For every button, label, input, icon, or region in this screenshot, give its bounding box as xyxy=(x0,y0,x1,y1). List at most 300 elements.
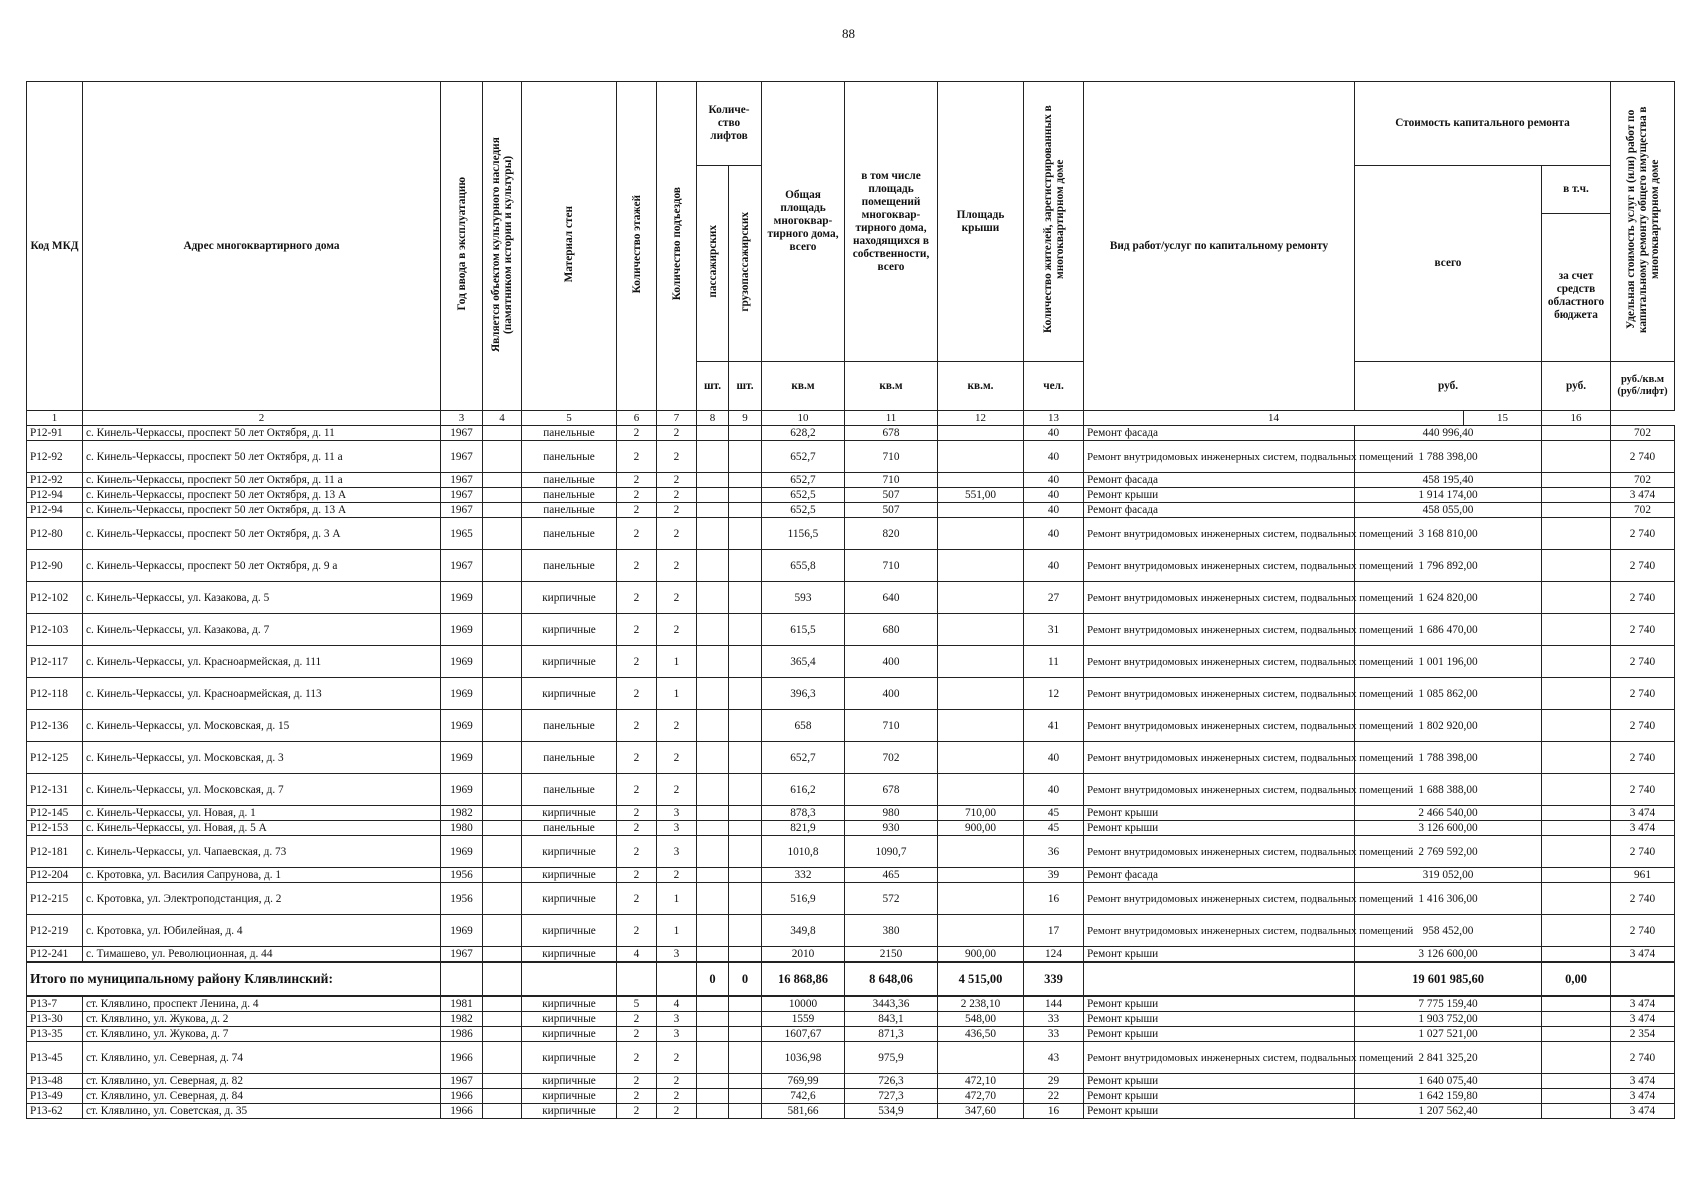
work-type-cell: Ремонт крыши xyxy=(1084,1027,1355,1042)
material-cell: кирпичные xyxy=(522,646,617,678)
unit-cost-cell: 2 740 xyxy=(1611,678,1675,710)
entrances-cell: 2 xyxy=(657,426,697,441)
entrances-cell: 2 xyxy=(657,488,697,503)
lifts-cargo-cell xyxy=(729,1074,762,1089)
address-cell: ст. Клявлино, ул. Жукова, д. 7 xyxy=(83,1027,441,1042)
lifts-cargo-cell xyxy=(729,441,762,473)
heritage-cell xyxy=(483,503,522,518)
heritage-cell xyxy=(483,915,522,947)
regional-cell xyxy=(1542,836,1611,868)
entrances-cell: 2 xyxy=(657,774,697,806)
area-owned-cell: 572 xyxy=(845,883,938,915)
residents-cell: 40 xyxy=(1024,488,1084,503)
table-row xyxy=(27,1074,1675,1089)
year-cell: 1967 xyxy=(441,473,483,488)
header-cost-total: всего xyxy=(1355,165,1542,361)
entrances-cell: 2 xyxy=(657,503,697,518)
roof-area-cell xyxy=(938,774,1024,806)
total-area-total: 16 868,86 xyxy=(762,962,845,996)
regional-cell xyxy=(1542,915,1611,947)
area-owned-cell: 726,3 xyxy=(845,1074,938,1089)
lifts-pass-cell xyxy=(697,678,729,710)
table-row xyxy=(27,1012,1675,1027)
unit-cost-cell: 3 474 xyxy=(1611,1104,1675,1119)
year-cell: 1982 xyxy=(441,1012,483,1027)
cost-total-cell: 958 452,00 xyxy=(1355,915,1542,947)
area-total-cell: 10000 xyxy=(762,996,845,1012)
roof-area-cell xyxy=(938,614,1024,646)
material-cell: панельные xyxy=(522,518,617,550)
unit-unit-cost: руб./кв.м (руб/лифт) xyxy=(1611,362,1675,411)
regional-cell xyxy=(1542,742,1611,774)
unit-lifts-pass: шт. xyxy=(697,362,729,411)
address-cell: с. Тимашево, ул. Революционная, д. 44 xyxy=(83,947,441,963)
floors-cell: 2 xyxy=(617,836,657,868)
lifts-cargo-cell xyxy=(729,710,762,742)
header-material xyxy=(522,82,617,411)
column-number: 1 xyxy=(27,411,83,426)
mkd-code: Р12-181 xyxy=(27,836,83,868)
entrances-cell: 2 xyxy=(657,1089,697,1104)
column-number: 5 xyxy=(522,411,617,426)
unit-cost-cell: 2 740 xyxy=(1611,915,1675,947)
area-owned-cell: 507 xyxy=(845,488,938,503)
year-cell: 1967 xyxy=(441,550,483,582)
mkd-code: Р12-92 xyxy=(27,473,83,488)
lifts-cargo-cell xyxy=(729,1012,762,1027)
mkd-code: Р12-102 xyxy=(27,582,83,614)
mkd-code: Р13-30 xyxy=(27,1012,83,1027)
table-row xyxy=(27,488,1675,503)
residents-cell: 39 xyxy=(1024,868,1084,883)
unit-cost-cell: 961 xyxy=(1611,868,1675,883)
table-row xyxy=(27,614,1675,646)
area-total-cell: 516,9 xyxy=(762,883,845,915)
table-row xyxy=(27,883,1675,915)
table-row xyxy=(27,503,1675,518)
mkd-code: Р12-145 xyxy=(27,806,83,821)
regional-cell xyxy=(1542,550,1611,582)
entrances-cell: 3 xyxy=(657,836,697,868)
header-work-type: Вид работ/услуг по капитальному ремонту xyxy=(1084,82,1355,411)
cost-total-cell: 1 624 820,00 xyxy=(1355,582,1542,614)
heritage-cell xyxy=(483,646,522,678)
regional-cell xyxy=(1542,473,1611,488)
address-cell: ст. Клявлино, проспект Ленина, д. 4 xyxy=(83,996,441,1012)
year-cell: 1969 xyxy=(441,774,483,806)
roof-area-cell: 900,00 xyxy=(938,947,1024,963)
heritage-cell xyxy=(483,1089,522,1104)
area-owned-cell: 400 xyxy=(845,646,938,678)
cost-total-cell: 7 775 159,40 xyxy=(1355,996,1542,1012)
unit-area-owned: кв.м xyxy=(845,362,938,411)
regional-cell xyxy=(1542,646,1611,678)
header-unit-cost xyxy=(1611,82,1675,362)
table-row xyxy=(27,518,1675,550)
year-cell: 1969 xyxy=(441,742,483,774)
material-cell: панельные xyxy=(522,550,617,582)
lifts-pass-cell xyxy=(697,518,729,550)
unit-cost-cell: 2 740 xyxy=(1611,1042,1675,1074)
roof-area-cell xyxy=(938,742,1024,774)
total-empty-cell xyxy=(1611,962,1675,996)
heritage-cell xyxy=(483,473,522,488)
floors-cell: 2 xyxy=(617,582,657,614)
lifts-cargo-cell xyxy=(729,915,762,947)
regional-cell xyxy=(1542,518,1611,550)
area-owned-cell: 975,9 xyxy=(845,1042,938,1074)
lifts-pass-cell xyxy=(697,1104,729,1119)
column-number: 6 xyxy=(617,411,657,426)
table-row xyxy=(27,947,1675,963)
residents-cell: 41 xyxy=(1024,710,1084,742)
total-empty-cell xyxy=(617,962,657,996)
residents-cell: 144 xyxy=(1024,996,1084,1012)
total-roof-area: 4 515,00 xyxy=(938,962,1024,996)
column-number: 16 xyxy=(1542,411,1611,426)
total-empty-cell xyxy=(657,962,697,996)
table-row xyxy=(27,806,1675,821)
total-label: Итого по муниципальному району Клявлинский: xyxy=(27,962,441,996)
heritage-cell xyxy=(483,868,522,883)
lifts-pass-cell xyxy=(697,1027,729,1042)
roof-area-cell: 710,00 xyxy=(938,806,1024,821)
work-type-cell: Ремонт внутридомовых инженерных систем, подвальных помещений xyxy=(1084,742,1355,774)
year-cell: 1969 xyxy=(441,614,483,646)
area-total-cell: 655,8 xyxy=(762,550,845,582)
lifts-pass-cell xyxy=(697,742,729,774)
regional-cell xyxy=(1542,868,1611,883)
mkd-code: Р12-215 xyxy=(27,883,83,915)
floors-cell: 2 xyxy=(617,1012,657,1027)
cost-total-cell: 2 769 592,00 xyxy=(1355,836,1542,868)
address-cell: ст. Клявлино, ул. Северная, д. 82 xyxy=(83,1074,441,1089)
heritage-cell xyxy=(483,996,522,1012)
cost-total-cell: 1 642 159,80 xyxy=(1355,1089,1542,1104)
work-type-cell: Ремонт крыши xyxy=(1084,947,1355,963)
table-row xyxy=(27,821,1675,836)
total-empty-cell xyxy=(522,962,617,996)
material-cell: кирпичные xyxy=(522,1074,617,1089)
material-cell: кирпичные xyxy=(522,678,617,710)
header-row-1 xyxy=(27,82,1675,166)
roof-area-cell: 548,00 xyxy=(938,1012,1024,1027)
lifts-pass-cell xyxy=(697,883,729,915)
material-cell: кирпичные xyxy=(522,947,617,963)
year-cell: 1967 xyxy=(441,947,483,963)
total-residents: 339 xyxy=(1024,962,1084,996)
header-residents-label: Количество жителей, зарегистрированных в многоквартирном доме xyxy=(1041,105,1066,334)
roof-area-cell xyxy=(938,915,1024,947)
area-owned-cell: 710 xyxy=(845,473,938,488)
year-cell: 1956 xyxy=(441,883,483,915)
unit-cost-cell: 3 474 xyxy=(1611,1074,1675,1089)
material-cell: кирпичные xyxy=(522,1089,617,1104)
area-owned-cell: 980 xyxy=(845,806,938,821)
unit-cost-cell: 3 474 xyxy=(1611,806,1675,821)
entrances-cell: 2 xyxy=(657,1042,697,1074)
address-cell: с. Кинель-Черкассы, проспект 50 лет Октября, д. 13 А xyxy=(83,488,441,503)
header-residents xyxy=(1024,82,1084,362)
lifts-pass-cell xyxy=(697,774,729,806)
floors-cell: 2 xyxy=(617,488,657,503)
lifts-pass-cell xyxy=(697,947,729,963)
area-total-cell: 769,99 xyxy=(762,1074,845,1089)
address-cell: с. Кинель-Черкассы, ул. Красноармейская, д. 113 xyxy=(83,678,441,710)
regional-cell xyxy=(1542,710,1611,742)
material-cell: кирпичные xyxy=(522,806,617,821)
area-owned-cell: 820 xyxy=(845,518,938,550)
unit-cost-cell: 3 474 xyxy=(1611,488,1675,503)
area-owned-cell: 680 xyxy=(845,614,938,646)
lifts-cargo-cell xyxy=(729,821,762,836)
lifts-cargo-cell xyxy=(729,503,762,518)
unit-cost-total: руб. xyxy=(1355,362,1542,411)
residents-cell: 40 xyxy=(1024,426,1084,441)
column-number: 15 xyxy=(1464,411,1542,426)
area-total-cell: 658 xyxy=(762,710,845,742)
heritage-cell xyxy=(483,488,522,503)
material-cell: кирпичные xyxy=(522,868,617,883)
address-cell: с. Кинель-Черкассы, ул. Новая, д. 5 А xyxy=(83,821,441,836)
residents-cell: 40 xyxy=(1024,742,1084,774)
unit-lifts-cargo: шт. xyxy=(729,362,762,411)
capital-repair-table xyxy=(26,81,1675,1119)
unit-cost-cell: 2 740 xyxy=(1611,441,1675,473)
heritage-cell xyxy=(483,710,522,742)
year-cell: 1969 xyxy=(441,915,483,947)
unit-cost-cell: 2 354 xyxy=(1611,1027,1675,1042)
roof-area-cell: 551,00 xyxy=(938,488,1024,503)
area-total-cell: 581,66 xyxy=(762,1104,845,1119)
material-cell: кирпичные xyxy=(522,1042,617,1074)
total-row xyxy=(27,962,1675,996)
roof-area-cell xyxy=(938,1042,1024,1074)
floors-cell: 2 xyxy=(617,806,657,821)
roof-area-cell xyxy=(938,868,1024,883)
table-row xyxy=(27,550,1675,582)
area-total-cell: 742,6 xyxy=(762,1089,845,1104)
header-floors xyxy=(617,82,657,411)
residents-cell: 36 xyxy=(1024,836,1084,868)
entrances-cell: 2 xyxy=(657,473,697,488)
total-regional: 0,00 xyxy=(1542,962,1611,996)
residents-cell: 29 xyxy=(1024,1074,1084,1089)
lifts-pass-cell xyxy=(697,646,729,678)
material-cell: панельные xyxy=(522,441,617,473)
year-cell: 1967 xyxy=(441,441,483,473)
year-cell: 1965 xyxy=(441,518,483,550)
mkd-code: Р12-241 xyxy=(27,947,83,963)
material-cell: панельные xyxy=(522,774,617,806)
unit-cost-cell: 3 474 xyxy=(1611,947,1675,963)
column-number: 9 xyxy=(729,411,762,426)
area-total-cell: 821,9 xyxy=(762,821,845,836)
total-cost: 19 601 985,60 xyxy=(1355,962,1542,996)
residents-cell: 31 xyxy=(1024,614,1084,646)
address-cell: с. Кинель-Черкассы, проспект 50 лет Октября, д. 13 А xyxy=(83,503,441,518)
area-total-cell: 365,4 xyxy=(762,646,845,678)
floors-cell: 2 xyxy=(617,518,657,550)
entrances-cell: 2 xyxy=(657,742,697,774)
work-type-cell: Ремонт фасада xyxy=(1084,868,1355,883)
regional-cell xyxy=(1542,947,1611,963)
lifts-cargo-cell xyxy=(729,868,762,883)
mkd-code: Р13-62 xyxy=(27,1104,83,1119)
material-cell: кирпичные xyxy=(522,883,617,915)
header-heritage xyxy=(483,82,522,411)
regional-cell xyxy=(1542,996,1611,1012)
cost-total-cell: 1 416 306,00 xyxy=(1355,883,1542,915)
heritage-cell xyxy=(483,806,522,821)
area-owned-cell: 1090,7 xyxy=(845,836,938,868)
cost-total-cell: 1 903 752,00 xyxy=(1355,1012,1542,1027)
cost-total-cell: 3 126 600,00 xyxy=(1355,947,1542,963)
lifts-cargo-cell xyxy=(729,678,762,710)
column-number: 10 xyxy=(762,411,845,426)
lifts-cargo-cell xyxy=(729,550,762,582)
material-cell: кирпичные xyxy=(522,1104,617,1119)
lifts-pass-cell xyxy=(697,488,729,503)
unit-cost-cell: 702 xyxy=(1611,426,1675,441)
entrances-cell: 2 xyxy=(657,710,697,742)
entrances-cell: 3 xyxy=(657,1027,697,1042)
entrances-cell: 2 xyxy=(657,582,697,614)
header-entrances-label: Количество подъездов xyxy=(670,187,683,301)
header-lifts-pass xyxy=(697,165,729,361)
lifts-cargo-cell xyxy=(729,1089,762,1104)
header-floors-label: Количество этажей xyxy=(630,194,643,294)
regional-cell xyxy=(1542,1104,1611,1119)
address-cell: с. Кинель-Черкассы, ул. Красноармейская, д. 111 xyxy=(83,646,441,678)
address-cell: с. Кинель-Черкассы, ул. Московская, д. 7 xyxy=(83,774,441,806)
unit-cost-cell: 3 474 xyxy=(1611,1012,1675,1027)
area-owned-cell: 507 xyxy=(845,503,938,518)
table-row xyxy=(27,836,1675,868)
cost-total-cell: 1 640 075,40 xyxy=(1355,1074,1542,1089)
entrances-cell: 2 xyxy=(657,868,697,883)
lifts-cargo-cell xyxy=(729,646,762,678)
mkd-code: Р12-90 xyxy=(27,550,83,582)
work-type-cell: Ремонт крыши xyxy=(1084,1104,1355,1119)
table-row xyxy=(27,710,1675,742)
residents-cell: 12 xyxy=(1024,678,1084,710)
unit-cost-cell: 2 740 xyxy=(1611,646,1675,678)
floors-cell: 4 xyxy=(617,947,657,963)
header-heritage-label: Является объектом культурного наследия (памятником истории и культуры) xyxy=(490,136,514,352)
heritage-cell xyxy=(483,426,522,441)
total-area-owned: 8 648,06 xyxy=(845,962,938,996)
heritage-cell xyxy=(483,518,522,550)
mkd-code: Р12-131 xyxy=(27,774,83,806)
cost-total-cell: 1 001 196,00 xyxy=(1355,646,1542,678)
material-cell: панельные xyxy=(522,488,617,503)
area-total-cell: 1559 xyxy=(762,1012,845,1027)
total-lifts-pass: 0 xyxy=(697,962,729,996)
regional-cell xyxy=(1542,1074,1611,1089)
regional-cell xyxy=(1542,1089,1611,1104)
header-year-label: Год ввода в эксплуатацию xyxy=(455,177,468,311)
unit-cost-cell: 3 474 xyxy=(1611,996,1675,1012)
material-cell: панельные xyxy=(522,426,617,441)
area-owned-cell: 843,1 xyxy=(845,1012,938,1027)
work-type-cell: Ремонт крыши xyxy=(1084,1012,1355,1027)
address-cell: с. Кинель-Черкассы, ул. Чапаевская, д. 73 xyxy=(83,836,441,868)
address-cell: с. Кинель-Черкассы, проспект 50 лет Октября, д. 11 а xyxy=(83,441,441,473)
material-cell: кирпичные xyxy=(522,996,617,1012)
heritage-cell xyxy=(483,742,522,774)
lifts-pass-cell xyxy=(697,1074,729,1089)
lifts-pass-cell xyxy=(697,1089,729,1104)
cost-total-cell: 1 686 470,00 xyxy=(1355,614,1542,646)
entrances-cell: 3 xyxy=(657,1012,697,1027)
regional-cell xyxy=(1542,488,1611,503)
floors-cell: 2 xyxy=(617,915,657,947)
year-cell: 1982 xyxy=(441,806,483,821)
heritage-cell xyxy=(483,1027,522,1042)
mkd-code: Р12-91 xyxy=(27,426,83,441)
roof-area-cell xyxy=(938,678,1024,710)
floors-cell: 2 xyxy=(617,742,657,774)
residents-cell: 27 xyxy=(1024,582,1084,614)
unit-cost-cell: 3 474 xyxy=(1611,821,1675,836)
address-cell: с. Кинель-Черкассы, ул. Московская, д. 3 xyxy=(83,742,441,774)
lifts-pass-cell xyxy=(697,1012,729,1027)
regional-cell xyxy=(1542,582,1611,614)
area-total-cell: 1607,67 xyxy=(762,1027,845,1042)
heritage-cell xyxy=(483,1074,522,1089)
table-row xyxy=(27,473,1675,488)
floors-cell: 2 xyxy=(617,1074,657,1089)
material-cell: панельные xyxy=(522,710,617,742)
roof-area-cell xyxy=(938,518,1024,550)
entrances-cell: 2 xyxy=(657,1074,697,1089)
year-cell: 1966 xyxy=(441,1104,483,1119)
floors-cell: 2 xyxy=(617,473,657,488)
floors-cell: 2 xyxy=(617,710,657,742)
address-cell: ст. Клявлино, ул. Жукова, д. 2 xyxy=(83,1012,441,1027)
work-type-cell: Ремонт внутридомовых инженерных систем, подвальных помещений xyxy=(1084,836,1355,868)
work-type-cell: Ремонт крыши xyxy=(1084,806,1355,821)
cost-total-cell: 458 055,00 xyxy=(1355,503,1542,518)
residents-cell: 40 xyxy=(1024,550,1084,582)
header-lifts-pass-label: пассажирских xyxy=(706,225,719,298)
residents-cell: 11 xyxy=(1024,646,1084,678)
area-owned-cell: 3443,36 xyxy=(845,996,938,1012)
area-owned-cell: 702 xyxy=(845,742,938,774)
work-type-cell: Ремонт внутридомовых инженерных систем, подвальных помещений xyxy=(1084,518,1355,550)
column-number: 13 xyxy=(1024,411,1084,426)
regional-cell xyxy=(1542,503,1611,518)
residents-cell: 17 xyxy=(1024,915,1084,947)
regional-cell xyxy=(1542,614,1611,646)
address-cell: ст. Клявлино, ул. Северная, д. 74 xyxy=(83,1042,441,1074)
heritage-cell xyxy=(483,836,522,868)
header-lifts-cargo-label: грузопассажирских xyxy=(739,211,751,312)
column-number: 7 xyxy=(657,411,697,426)
unit-cost-cell: 2 740 xyxy=(1611,774,1675,806)
table-row xyxy=(27,582,1675,614)
lifts-pass-cell xyxy=(697,503,729,518)
area-total-cell: 396,3 xyxy=(762,678,845,710)
area-owned-cell: 400 xyxy=(845,678,938,710)
work-type-cell: Ремонт фасада xyxy=(1084,426,1355,441)
roof-area-cell xyxy=(938,836,1024,868)
heritage-cell xyxy=(483,1042,522,1074)
mkd-code: Р13-7 xyxy=(27,996,83,1012)
regional-cell xyxy=(1542,1027,1611,1042)
work-type-cell: Ремонт крыши xyxy=(1084,996,1355,1012)
